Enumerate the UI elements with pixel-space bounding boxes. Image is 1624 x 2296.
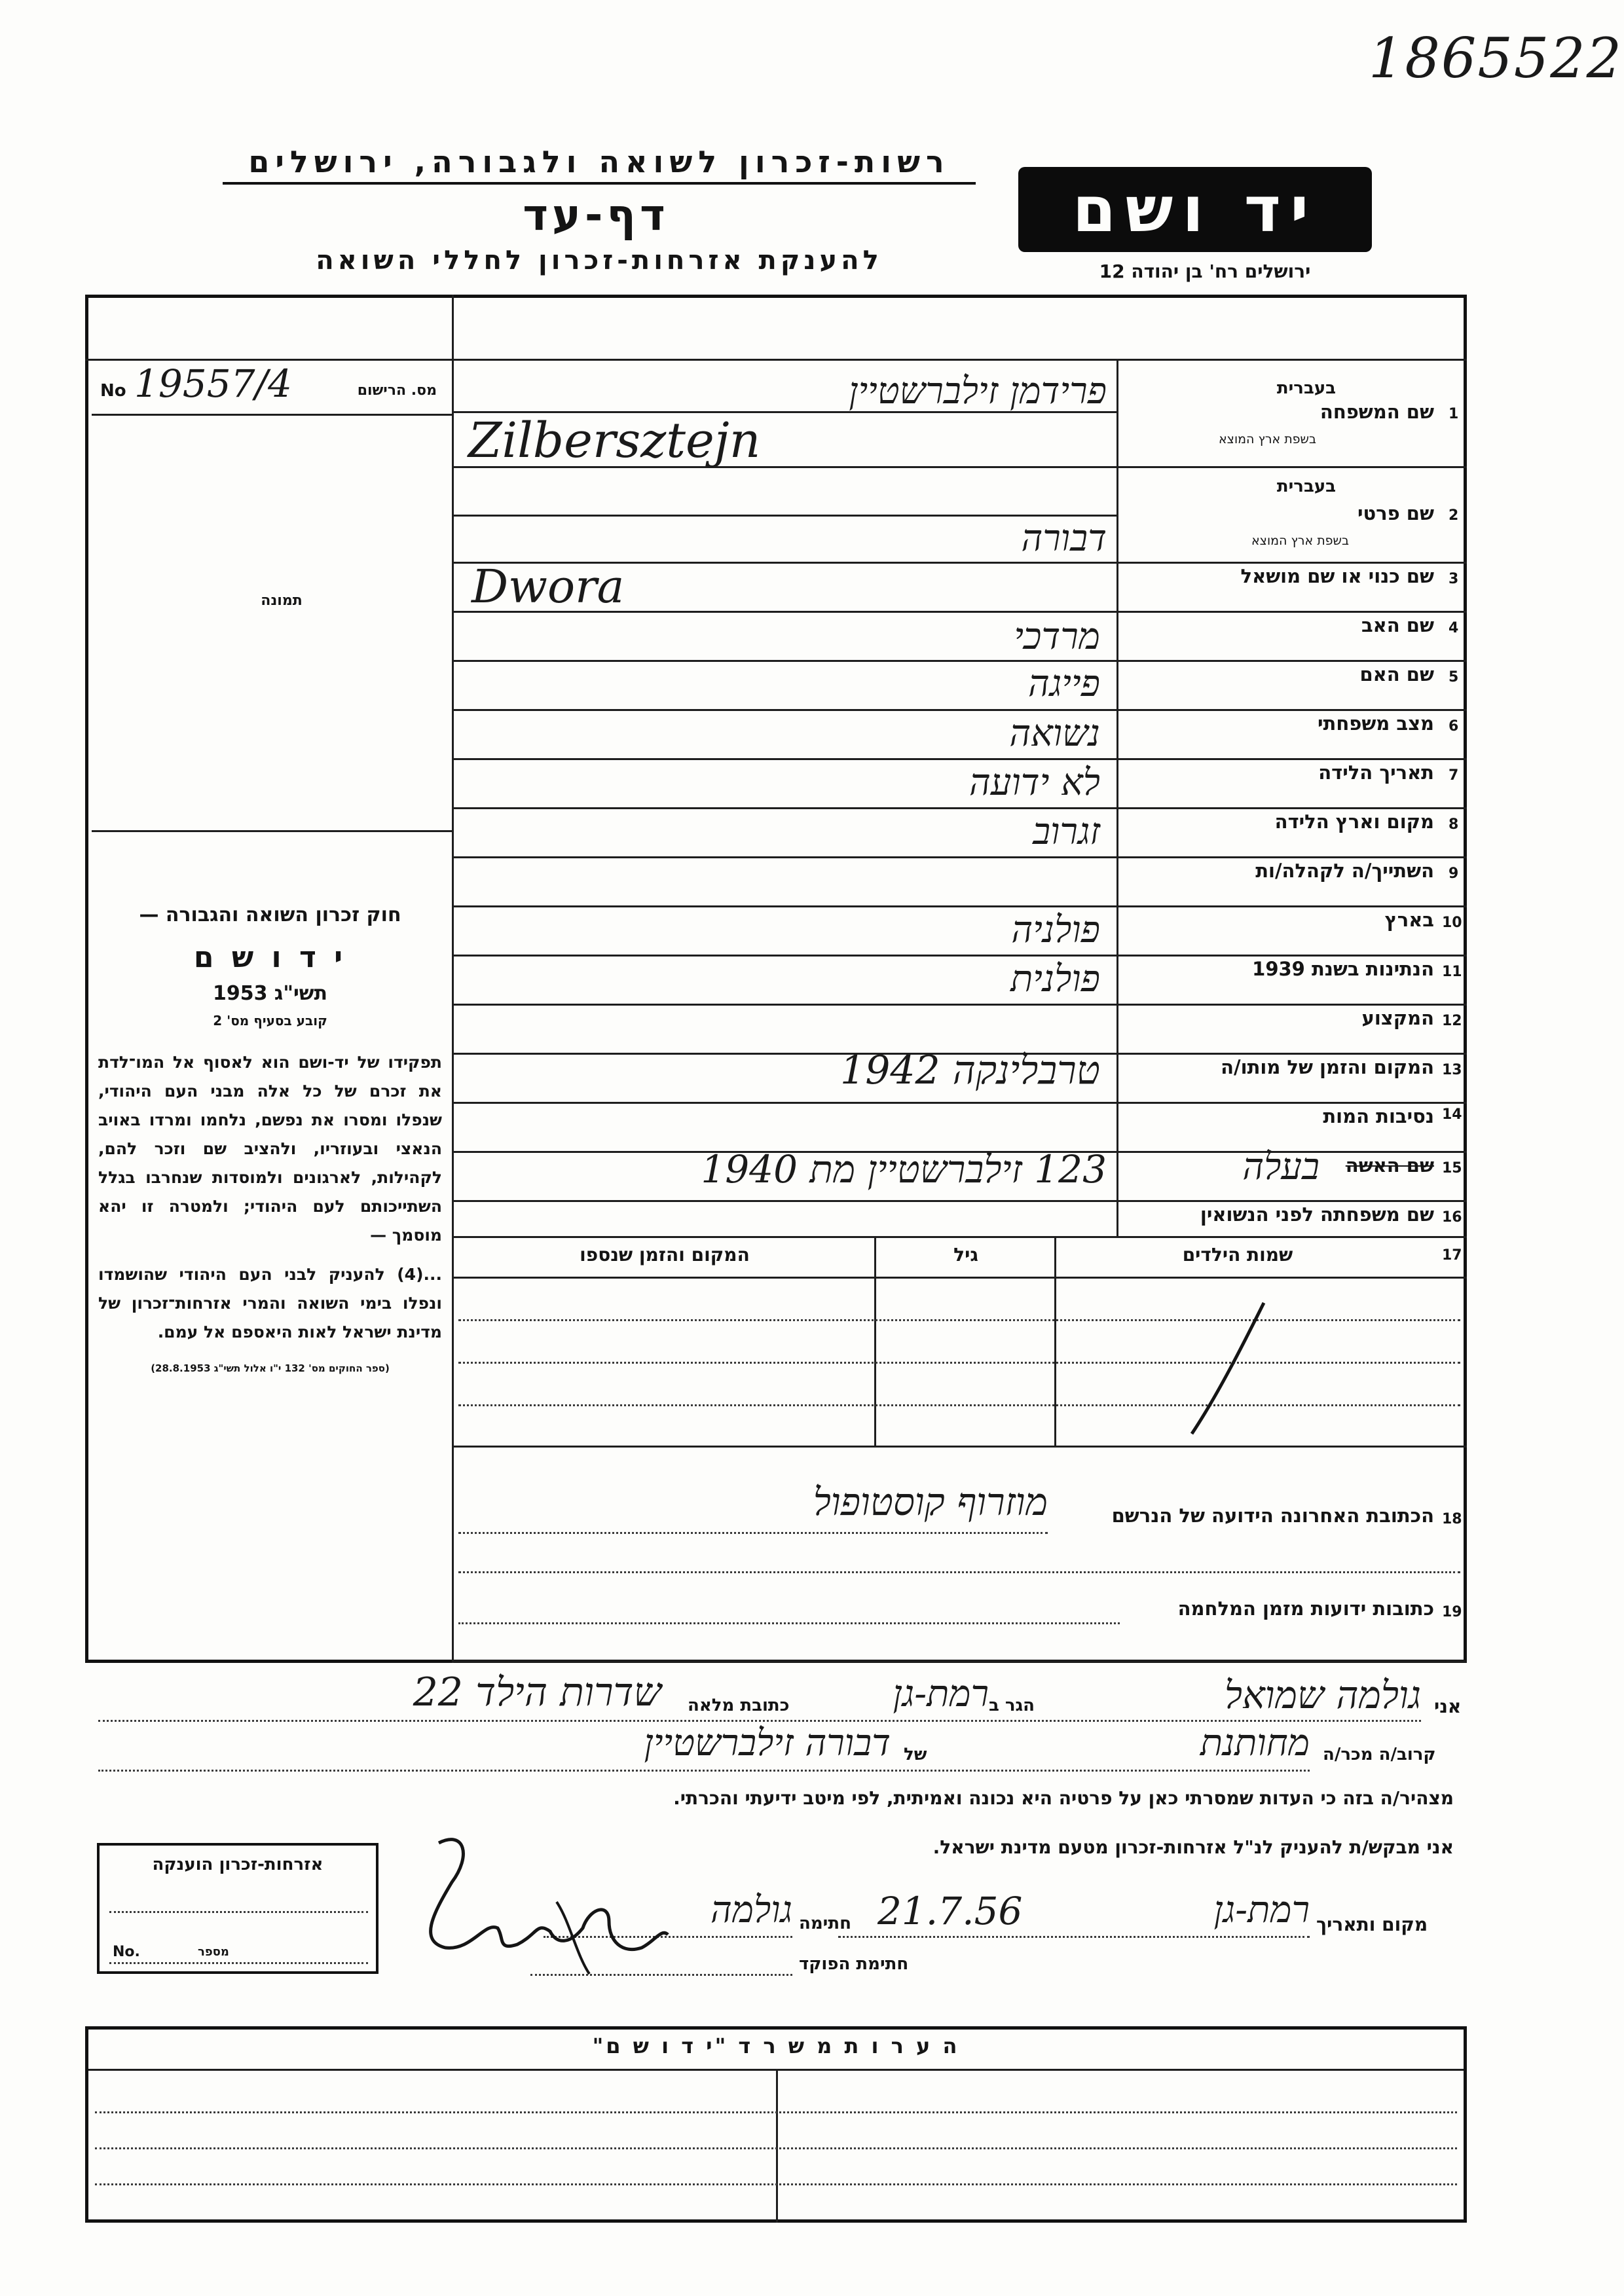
children-place-header: המקום והזמן שנספו (580, 1244, 750, 1266)
handwritten-signature (393, 1823, 694, 1994)
field-6-label: מצב משפחתי (1317, 712, 1434, 735)
logo-text: יד ושם (1072, 173, 1318, 246)
law-name: י ד ו ש ם (193, 941, 347, 974)
field-1-sub-hebrew: בעברית (1276, 378, 1336, 398)
decl-signature-label: חתימה (799, 1914, 851, 1933)
decl-relation: מחותנת (1200, 1722, 1310, 1764)
field-5-value: פייגה (1027, 663, 1100, 705)
field-2-value-origin: Dwora (471, 560, 625, 613)
field-1-value-hebrew: פרידמן זילברשטיין (849, 370, 1107, 412)
decl-relative-label: קרוב/ה מכר/ה (1323, 1745, 1436, 1764)
decl-ani: אני (1434, 1696, 1462, 1717)
logo-address: ירושלים רח' בן יהודה 12 (1099, 261, 1311, 282)
field-4-value: מרדכי (1014, 615, 1100, 658)
field-3-number: 3 (1449, 571, 1459, 587)
children-names-header: שמות הילדים (1182, 1244, 1293, 1266)
field-2-label: שם פרטי (1357, 502, 1434, 524)
field-7-number: 7 (1449, 767, 1459, 784)
decl-full-address-label: כתובת מלאה (688, 1696, 790, 1715)
field-7-label: תאריך הלידה (1318, 761, 1434, 784)
law-box (98, 903, 442, 1374)
field-7-value: לא ידועה (969, 761, 1100, 804)
field-6-number: 6 (1449, 718, 1459, 735)
registration-label: מס. הרישום (357, 382, 437, 399)
field-8-label: מקום וארץ הלידה (1274, 811, 1434, 833)
award-box-title: אזרחות-זכרון הוענקה (152, 1855, 323, 1874)
decl-date: 21.7.56 (877, 1889, 1023, 1933)
children-age-header: גיל (953, 1244, 978, 1266)
office-notes-title: ה ע ר ו ת מ ש ר ד "י ד ו ש ם" (592, 2033, 960, 2058)
field-13-label: המקום והזמן של מותו/ה (1221, 1056, 1434, 1078)
field-18-label: הכתובת האחרונה הידועה של הנרשם (1111, 1504, 1434, 1527)
decl-name: גולמה שמואל (1224, 1673, 1421, 1717)
field-9-label: השתייך/ה לקהלה/ות (1255, 860, 1434, 882)
declaration-block (85, 1666, 1467, 2020)
field-17-number: 17 (1442, 1247, 1462, 1264)
field-1-number: 1 (1449, 406, 1459, 422)
registration-row (95, 361, 442, 412)
field-2-value-hebrew: דבורה (1021, 517, 1107, 560)
field-16-number: 16 (1442, 1209, 1462, 1226)
field-8-value: זגרוב (1033, 811, 1100, 853)
registration-number: 19557/4 (134, 361, 292, 406)
decl-place-date-label: מקום ותאריך (1316, 1914, 1428, 1935)
field-11-value: פולנית (1010, 958, 1100, 1000)
decl-of: של (904, 1745, 927, 1764)
field-2-number: 2 (1449, 507, 1459, 524)
field-4-label: שם האב (1361, 614, 1434, 636)
field-14-label: נסיבות המות (1323, 1105, 1434, 1127)
field-5-label: שם האם (1359, 663, 1434, 685)
field-2-sub-origin: בשפת ארץ המוצא (1251, 534, 1349, 548)
decl-city: רמת-גן (893, 1673, 989, 1715)
field-1-value-origin: Zilbersztejn (468, 412, 761, 469)
field-10-label: בארץ (1384, 909, 1434, 931)
field-13-number: 13 (1442, 1062, 1462, 1078)
institution-title: רשות-זכרון לשואה ולגבורה, ירושלים (223, 144, 976, 185)
field-18-number: 18 (1442, 1511, 1462, 1527)
yad-vashem-logo (1018, 167, 1372, 252)
field-16-label: שם משפחתה לפני הנשואין (1200, 1203, 1434, 1226)
law-clause: קובע בסעיף מס' 2 (213, 1013, 327, 1029)
form-purpose: להענקת אזרחות-זכרון לחללי השואה (316, 246, 883, 276)
field-1-sub-origin: בשפת ארץ המוצא (1218, 432, 1316, 446)
field-4-number: 4 (1449, 620, 1459, 636)
field-10-value: פולניה (1011, 909, 1100, 951)
field-19-number: 19 (1442, 1604, 1462, 1620)
field-12-number: 12 (1442, 1013, 1462, 1029)
office-notes-box (85, 2026, 1467, 2223)
law-year: תשי"ג 1953 (212, 982, 328, 1005)
form-name: דף-עד (523, 190, 669, 240)
award-box (97, 1843, 378, 1974)
decl-address: שדרות הילד 22 (413, 1669, 661, 1715)
field-2-sub-hebrew: בעברית (1276, 477, 1336, 496)
award-number-label: מספר (198, 1945, 229, 1959)
photo-label: תמונה (261, 592, 303, 609)
field-5-number: 5 (1449, 669, 1459, 685)
decl-officer-label: חתימת הפוקד (799, 1954, 909, 1974)
field-12-label: המקצוע (1361, 1007, 1434, 1029)
field-15-label: שם האשה (1345, 1154, 1434, 1176)
decl-of-name: דבורה זילברשטיין (644, 1722, 891, 1764)
decl-statement: מצהיר/ה בזה כי העדות שמסרתי כאן על פרטיה היא נכונה ואמיתית, לפי מיטב ידיעתי והכרתי. (673, 1787, 1454, 1809)
law-title: חוק זכרון השואה והגבורה — (139, 903, 401, 926)
decl-place: רמת-גן (1213, 1889, 1310, 1931)
field-8-number: 8 (1449, 816, 1459, 833)
field-15-number: 15 (1442, 1160, 1462, 1176)
field-11-number: 11 (1442, 964, 1462, 980)
field-18-value: מוזרוף קוסטופול (813, 1480, 1048, 1524)
field-19-label: כתובות ידועות מזמן המלחמה (1177, 1597, 1434, 1620)
law-paragraph-2: ...(4) להעניק לבני העם היהודי שהושמדו ונפלו בימי השואה והמרי אזרחות־זכרון של מדינת ישראל לאות היאספם אל עמם. (98, 1265, 442, 1341)
field-9-number: 9 (1449, 866, 1459, 882)
decl-request: אני מבקש/ת להעניק לנ"ל אזרחות-זכרון מטעם מדינת ישראל. (932, 1836, 1454, 1858)
decl-resident: הגר ב (989, 1696, 1035, 1715)
field-15-value: בעלה (1242, 1146, 1320, 1188)
award-no-label: No. (113, 1944, 140, 1960)
field-14-number: 14 (1442, 1106, 1462, 1123)
field-13-value: טרבלינקה 1942 (840, 1048, 1100, 1093)
field-1-label: שם המשפחה (1320, 401, 1434, 423)
children-strike-mark (1166, 1296, 1297, 1440)
field-6-value: נשואה (1009, 712, 1100, 755)
field-15-value-2: 123 זילברשטיין מת 1940 (701, 1147, 1107, 1192)
field-11-label: הנתינות בשנת 1939 (1252, 958, 1434, 980)
law-paragraph-1: תפקידו של יד-ושם הוא לאסוף אל המו־לדת את זכרם של כל אלה מבני העם היהודי, שנפלו ומסרו את נפשם, נלחמו ומרדו באויב הנאצי ובעוזריו, ולהציב שם וזכר להם, לקהילות, לארגונים ולמוסדות שנחרבו בגלל השתייכותם לעם היהודי; ולמטרה זו יהא מוסמך — (98, 1053, 442, 1245)
law-source: (ספר החוקים מס' 132 י"ו אלול תשי"ג 28.8.1953) (151, 1362, 390, 1374)
decl-signature-text: גולמה (710, 1889, 792, 1931)
registration-no-label: No (100, 381, 126, 401)
field-10-number: 10 (1442, 915, 1462, 931)
archive-number: 1865522 (1369, 26, 1623, 90)
field-3-label: שם כנוי או שם מושאל (1240, 565, 1434, 587)
